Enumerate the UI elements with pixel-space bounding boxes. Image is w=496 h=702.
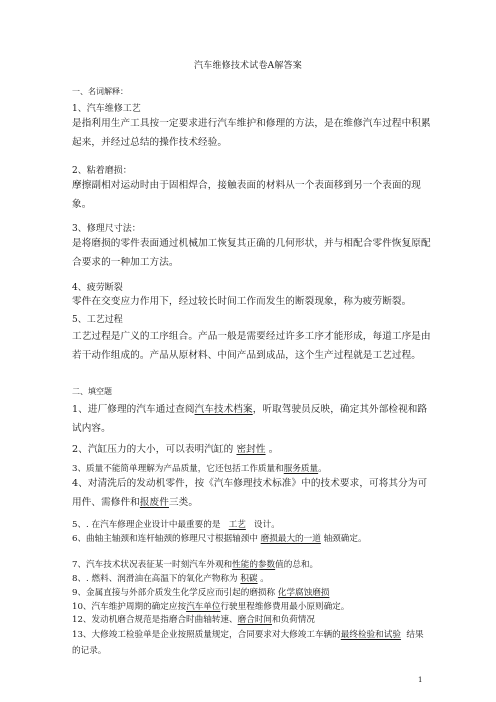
answer-12: 磨合时间 — [237, 615, 273, 625]
term-4: 4、疲劳断裂 — [72, 283, 123, 293]
answer-6: 磨损最大的一道 — [260, 534, 321, 544]
answer-4: 报废件 — [139, 497, 169, 508]
answer-1: 汽车技术档案 — [194, 404, 253, 415]
term-2: 2、粘着磨损： — [72, 166, 132, 176]
answer-2: 密封性 — [236, 444, 266, 455]
definition-5: 工艺过程是广义的工序组合。产品一般是需要经过许多工序才能形成，每道工序是由若干动作组成的。产品从原材料、中间产品到成品，这个生产过程就是工艺过程。 — [72, 331, 431, 361]
definition-2: 摩擦副相对运动时由于固相焊合，接触表面的材料从一个表面移到另一个表面的现象。 — [72, 180, 421, 210]
fill-question-3: 3、质量不能简单理解为产品质量，它还包括工作质量和服务质量。 — [72, 464, 327, 474]
fill-question-1: 1、进厂修理的汽车通过查阅汽车技术档案，听取驾驶员反映，确定其外部检视和路试内容。 — [72, 404, 428, 434]
fill-question-2: 2、汽缸压力的大小，可以表明汽缸的 密封性 。 — [72, 444, 279, 455]
fill-question-9: 9、金属直接与外部介质发生化学反应而引起的磨损称 化学腐蚀磨损 — [72, 588, 330, 598]
definition-3: 是将磨损的零件表面通过机械加工恢复其正确的几何形状，并与相配合零件恢复原配合要求的一种加工方法。 — [72, 238, 431, 268]
answer-10: 汽车单位 — [186, 602, 221, 612]
answer-13: 最终检验和试验 — [340, 630, 401, 640]
term-3: 3、修理尺寸法： — [72, 224, 141, 234]
term-5: 5、工艺过程 — [72, 315, 123, 325]
page-number: 1 — [418, 676, 423, 684]
section1-heading: 一、名词解释： — [72, 87, 128, 96]
answer-8: 积碳 — [240, 574, 258, 584]
term-1: 1、汽车维修工艺 — [72, 104, 141, 114]
fill-question-4: 4、对清洗后的发动机零件，按《汽车修理技术标准》中的技术要求，可将其分为可用件、需修件和报废件三类。 — [72, 478, 428, 508]
answer-3: 服务质量 — [283, 464, 319, 474]
fill-question-12: 12、发动机磨合规范是指磨合时曲轴转速、磨合时间和负荷情况 — [72, 615, 315, 625]
document-title: 汽车维修技术试卷A解答案 — [194, 61, 302, 71]
fill-question-13: 13、大修竣工检验单是企业按照质量规定，合同要求对大修竣工车辆的最终检验和试验 结果的记录。 — [72, 630, 424, 656]
definition-1: 是指利用生产工具按一定要求进行汽车维护和修理的方法，是在维修汽车过程中积累起来，并经过总结的操作技术经验。 — [72, 118, 431, 148]
section2-heading: 二、填空题 — [72, 387, 112, 396]
answer-7: 性能的参数 — [232, 560, 276, 570]
fill-question-5: 5、. 在汽车修理企业设计中最重要的是 工艺 设计。 — [72, 520, 280, 530]
answer-5: 工艺 — [228, 520, 246, 530]
answer-9: 化学腐蚀磨损 — [277, 588, 330, 598]
fill-question-6: 6、曲轴主轴颈和连杆轴颈的修理尺寸根据轴颈中 磨损最大的一道 轴颈确定。 — [72, 534, 367, 544]
definition-4: 零件在交变应力作用下，经过较长时间工作而发生的断裂现象，称为疲劳断裂。 — [72, 296, 412, 307]
fill-question-10: 10、汽车维护周期的确定应按汽车单位行驶里程维修费用最小原则确定。 — [72, 602, 350, 612]
fill-question-8: 8、. 燃料、润滑油在高温下的氧化产物称为 积碳 。 — [72, 574, 269, 584]
fill-question-7: 7、汽车技术状况表征某一时刻汽车外观和性能的参数值的总和。 — [72, 560, 319, 570]
